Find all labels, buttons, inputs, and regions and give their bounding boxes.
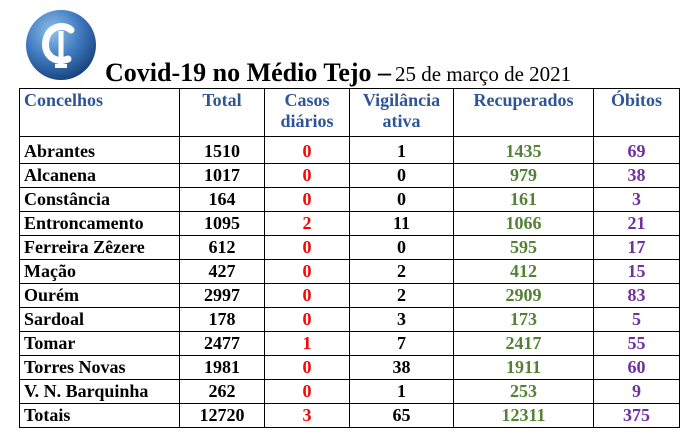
cell-recuperados: 979	[454, 164, 594, 188]
cell-casos: 0	[265, 188, 350, 212]
table-row	[20, 284, 680, 308]
header-casos-line2: diários	[280, 111, 334, 131]
totals-obitos: 375	[594, 404, 680, 428]
page-title	[105, 58, 571, 88]
cell-obitos: 38	[594, 164, 680, 188]
cell-concelho: Ferreira Zêzere	[20, 236, 180, 260]
cell-casos: 0	[265, 260, 350, 284]
cell-casos: 0	[265, 284, 350, 308]
covid-table	[19, 88, 680, 428]
totals-vigilancia: 65	[350, 404, 454, 428]
cell-total: 1095	[180, 212, 265, 236]
cell-recuperados: 595	[454, 236, 594, 260]
cell-vigilancia: 0	[350, 164, 454, 188]
cell-total: 2997	[180, 284, 265, 308]
cell-obitos: 15	[594, 260, 680, 284]
cell-vigilancia: 1	[350, 380, 454, 404]
cell-recuperados: 2909	[454, 284, 594, 308]
cell-total: 1017	[180, 164, 265, 188]
cell-concelho: Entroncamento	[20, 212, 180, 236]
header-total: Total	[180, 89, 265, 137]
table-row	[20, 164, 680, 188]
cell-casos: 0	[265, 308, 350, 332]
table-body	[20, 137, 680, 404]
totals-label: Totais	[20, 404, 180, 428]
cell-recuperados: 1911	[454, 356, 594, 380]
cell-obitos: 3	[594, 188, 680, 212]
cell-total: 164	[180, 188, 265, 212]
table-row	[20, 308, 680, 332]
cell-casos: 0	[265, 236, 350, 260]
cell-obitos: 69	[594, 137, 680, 164]
table-row	[20, 212, 680, 236]
cell-obitos: 83	[594, 284, 680, 308]
header-casos	[265, 89, 350, 137]
totals-total: 12720	[180, 404, 265, 428]
cell-recuperados: 412	[454, 260, 594, 284]
header-recuperados: Recuperados	[454, 89, 594, 137]
cell-total: 427	[180, 260, 265, 284]
header-casos-line1: Casos	[284, 90, 330, 110]
header-concelhos: Concelhos	[20, 89, 180, 137]
cell-obitos: 60	[594, 356, 680, 380]
cell-vigilancia: 2	[350, 260, 454, 284]
cell-concelho: Sardoal	[20, 308, 180, 332]
cell-concelho: Torres Novas	[20, 356, 180, 380]
cell-vigilancia: 2	[350, 284, 454, 308]
cell-concelho: Tomar	[20, 332, 180, 356]
cell-recuperados: 1066	[454, 212, 594, 236]
cell-casos: 2	[265, 212, 350, 236]
newspaper-c-logo	[25, 9, 97, 81]
cell-obitos: 55	[594, 332, 680, 356]
cell-total: 262	[180, 380, 265, 404]
cell-total: 2477	[180, 332, 265, 356]
cell-recuperados: 161	[454, 188, 594, 212]
table-row	[20, 380, 680, 404]
cell-vigilancia: 0	[350, 188, 454, 212]
cell-concelho: Ourém	[20, 284, 180, 308]
cell-recuperados: 253	[454, 380, 594, 404]
cell-recuperados: 1435	[454, 137, 594, 164]
cell-vigilancia: 11	[350, 212, 454, 236]
cell-vigilancia: 38	[350, 356, 454, 380]
table-row	[20, 332, 680, 356]
cell-casos: 0	[265, 380, 350, 404]
cell-concelho: Abrantes	[20, 137, 180, 164]
cell-vigilancia: 7	[350, 332, 454, 356]
header-vigilancia-line1: Vigilância	[362, 90, 441, 110]
cell-concelho: Mação	[20, 260, 180, 284]
header-row	[20, 89, 680, 137]
table-row	[20, 236, 680, 260]
totals-row	[20, 404, 680, 428]
header-obitos: Óbitos	[594, 89, 680, 137]
table-row	[20, 137, 680, 164]
cell-obitos: 21	[594, 212, 680, 236]
cell-casos: 0	[265, 164, 350, 188]
table-row	[20, 188, 680, 212]
cell-recuperados: 2417	[454, 332, 594, 356]
table-row	[20, 356, 680, 380]
cell-obitos: 9	[594, 380, 680, 404]
totals-recuperados: 12311	[454, 404, 594, 428]
cell-vigilancia: 0	[350, 236, 454, 260]
header-vigilancia-line2: ativa	[382, 111, 421, 131]
cell-vigilancia: 1	[350, 137, 454, 164]
cell-obitos: 17	[594, 236, 680, 260]
header-vigilancia	[350, 89, 454, 137]
cell-casos: 0	[265, 137, 350, 164]
totals-casos: 3	[265, 404, 350, 428]
cell-vigilancia: 3	[350, 308, 454, 332]
cell-obitos: 5	[594, 308, 680, 332]
cell-recuperados: 173	[454, 308, 594, 332]
title-main: Covid-19 no Médio Tejo –	[105, 58, 392, 87]
cell-total: 1510	[180, 137, 265, 164]
cell-total: 1981	[180, 356, 265, 380]
cell-total: 612	[180, 236, 265, 260]
cell-total: 178	[180, 308, 265, 332]
cell-casos: 1	[265, 332, 350, 356]
title-date: 25 de março de 2021	[395, 62, 572, 86]
table-row	[20, 260, 680, 284]
cell-concelho: Alcanena	[20, 164, 180, 188]
cell-casos: 0	[265, 356, 350, 380]
cell-concelho: V. N. Barquinha	[20, 380, 180, 404]
cell-concelho: Constância	[20, 188, 180, 212]
